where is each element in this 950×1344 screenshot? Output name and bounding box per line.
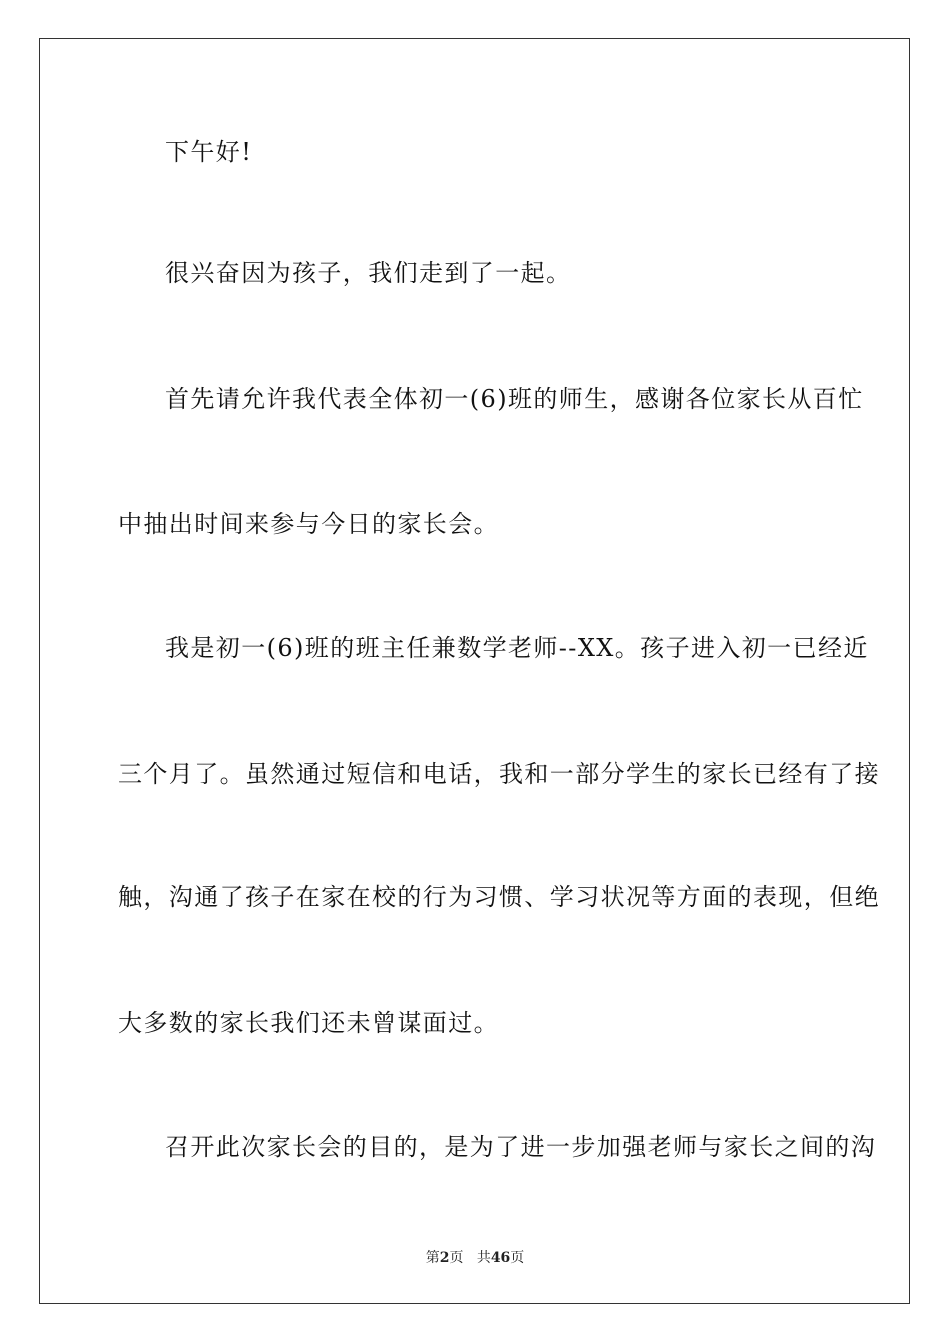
total-pages: 46 (490, 1250, 511, 1266)
paragraph-3-line-3: 触，沟通了孩子在家在校的行为习惯、学习状况等方面的表现，但绝 (118, 883, 880, 911)
total-suffix: 页 (510, 1250, 525, 1266)
total-prefix: 共 (476, 1250, 491, 1266)
greeting-line: 下午好! (165, 138, 253, 166)
paragraph-2-line-2: 中抽出时间来参与今日的家长会。 (118, 510, 499, 538)
page-suffix: 页 (449, 1250, 464, 1266)
paragraph-3-line-4: 大多数的家长我们还未曾谋面过。 (118, 1009, 499, 1037)
paragraph-2-line-1: 首先请允许我代表全体初一(6)班的师生，感谢各位家长从百忙 (165, 385, 864, 413)
page-prefix: 第 (425, 1250, 440, 1266)
paragraph-3-line-1: 我是初一(6)班的班主任兼数学老师--XX。孩子进入初一已经近 (165, 634, 869, 662)
paragraph-3-line-2: 三个月了。虽然通过短信和电话，我和一部分学生的家长已经有了接 (118, 760, 880, 788)
page-border (39, 38, 910, 1304)
page-footer (0, 1249, 950, 1267)
paragraph-4-line-1: 召开此次家长会的目的，是为了进一步加强老师与家长之间的沟 (165, 1133, 877, 1161)
page-number: 2 (439, 1250, 450, 1266)
paragraph-1-line-1: 很兴奋因为孩子，我们走到了一起。 (165, 259, 572, 287)
